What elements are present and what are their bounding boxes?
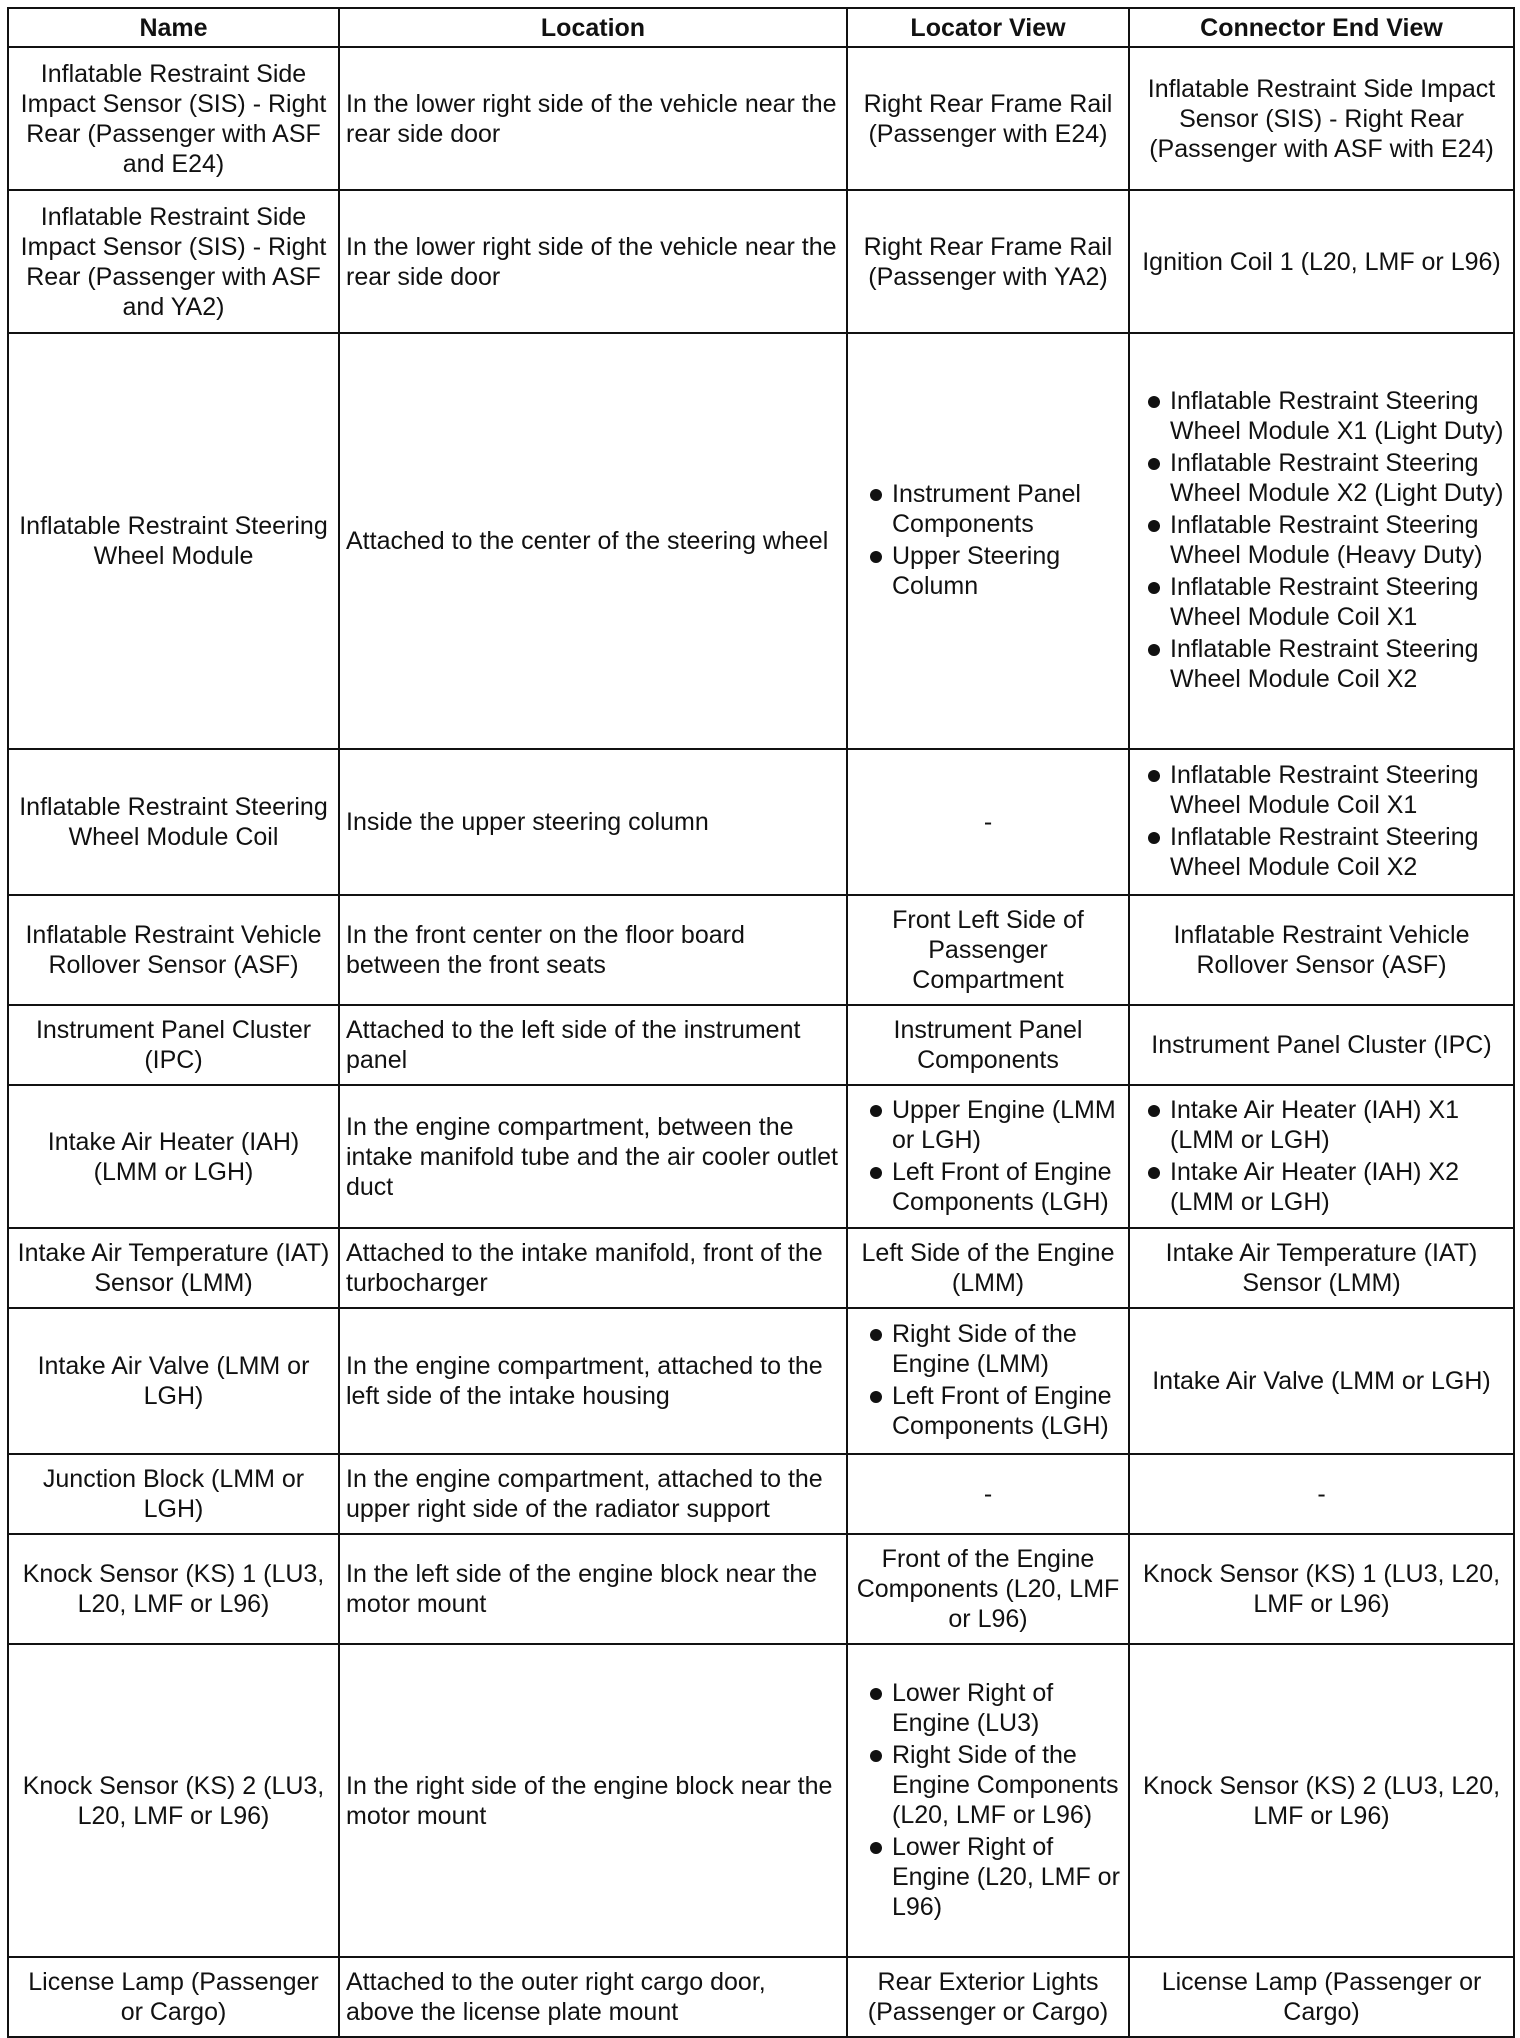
locator-view-text: Front of the Engine Components (L20, LMF or L96) (856, 1545, 1120, 1633)
cell-connector-end-view (1129, 1085, 1514, 1228)
cell-location: In the lower right side of the vehicle near the rear side door (339, 190, 847, 333)
bullet-item: Inflatable Restraint Steering Wheel Module Coil X1 (1136, 572, 1507, 632)
bullet-item: Right Side of the Engine Components (L20, LMF or L96) (854, 1740, 1122, 1830)
locator-view-text: Instrument Panel Components (893, 1016, 1083, 1074)
cell-connector-end-view (1129, 1957, 1514, 2037)
table-body (8, 47, 1514, 2037)
cell-location: In the right side of the engine block near the motor mount (339, 1644, 847, 1957)
cell-connector-end-view (1129, 1644, 1514, 1957)
bullet-list (854, 1678, 1122, 1922)
bullet-item: Left Front of Engine Components (LGH) (854, 1157, 1122, 1217)
bullet-item: Inflatable Restraint Steering Wheel Module Coil X2 (1136, 822, 1507, 882)
connector-view-text: Instrument Panel Cluster (IPC) (1151, 1031, 1492, 1059)
header-row (8, 8, 1514, 47)
bullet-item: Inflatable Restraint Steering Wheel Module Coil X1 (1136, 760, 1507, 820)
cell-location: Inside the upper steering column (339, 749, 847, 895)
bullet-list (1136, 1095, 1507, 1217)
locator-view-text: Right Rear Frame Rail (Passenger with YA2) (863, 232, 1113, 291)
header-location: Location (339, 8, 847, 47)
table-row (8, 1228, 1514, 1308)
connector-view-text: Intake Air Temperature (IAT) Sensor (LMM) (1165, 1239, 1478, 1297)
locator-view-text: Front Left Side of Passenger Compartment (892, 906, 1084, 994)
cell-locator-view (847, 1957, 1129, 2037)
table-row (8, 895, 1514, 1005)
bullet-list (854, 1095, 1122, 1217)
cell-location: In the engine compartment, attached to the upper right side of the radiator support (339, 1454, 847, 1534)
connector-view-text: Intake Air Valve (LMM or LGH) (1152, 1367, 1491, 1395)
cell-name: Inflatable Restraint Steering Wheel Module (8, 333, 339, 749)
cell-location: Attached to the intake manifold, front of the turbocharger (339, 1228, 847, 1308)
bullet-item: Upper Engine (LMM or LGH) (854, 1095, 1122, 1155)
cell-name: Inflatable Restraint Side Impact Sensor (SIS) - Right Rear (Passenger with ASF and YA2) (8, 190, 339, 333)
cell-locator-view (847, 1534, 1129, 1644)
table-row (8, 1308, 1514, 1454)
bullet-list (854, 1319, 1122, 1441)
bullet-list (854, 479, 1122, 601)
cell-connector-end-view (1129, 1454, 1514, 1534)
cell-location: In the left side of the engine block near the motor mount (339, 1534, 847, 1644)
cell-locator-view (847, 1644, 1129, 1957)
cell-locator-view (847, 47, 1129, 190)
bullet-item: Inflatable Restraint Steering Wheel Module X2 (Light Duty) (1136, 448, 1507, 508)
cell-connector-end-view (1129, 1534, 1514, 1644)
cell-location: In the engine compartment, attached to the left side of the intake housing (339, 1308, 847, 1454)
table-row (8, 333, 1514, 749)
cell-locator-view (847, 749, 1129, 895)
connector-view-text: Inflatable Restraint Vehicle Rollover Sensor (ASF) (1173, 921, 1470, 979)
cell-connector-end-view (1129, 1005, 1514, 1085)
cell-name: License Lamp (Passenger or Cargo) (8, 1957, 339, 2037)
cell-connector-end-view (1129, 190, 1514, 333)
cell-locator-view (847, 1308, 1129, 1454)
connector-view-text: License Lamp (Passenger or Cargo) (1161, 1968, 1482, 2026)
bullet-item: Inflatable Restraint Steering Wheel Module (Heavy Duty) (1136, 510, 1507, 570)
bullet-item: Right Side of the Engine (LMM) (854, 1319, 1122, 1379)
cell-name: Knock Sensor (KS) 2 (LU3, L20, LMF or L96) (8, 1644, 339, 1957)
table-row (8, 1644, 1514, 1957)
cell-locator-view (847, 1085, 1129, 1228)
component-locator-table (7, 7, 1515, 2038)
cell-name: Inflatable Restraint Side Impact Sensor (SIS) - Right Rear (Passenger with ASF and E24) (8, 47, 339, 190)
table-row (8, 1957, 1514, 2037)
bullet-list (1136, 386, 1507, 694)
cell-location: In the engine compartment, between the intake manifold tube and the air cooler outlet duct (339, 1085, 847, 1228)
bullet-item: Inflatable Restraint Steering Wheel Module X1 (Light Duty) (1136, 386, 1507, 446)
cell-name: Inflatable Restraint Steering Wheel Module Coil (8, 749, 339, 895)
locator-view-text: - (983, 808, 993, 836)
cell-locator-view (847, 1005, 1129, 1085)
bullet-item: Left Front of Engine Components (LGH) (854, 1381, 1122, 1441)
cell-connector-end-view (1129, 1308, 1514, 1454)
cell-name: Intake Air Valve (LMM or LGH) (8, 1308, 339, 1454)
cell-name: Intake Air Heater (IAH) (LMM or LGH) (8, 1085, 339, 1228)
locator-view-text: Rear Exterior Lights (Passenger or Cargo) (867, 1968, 1109, 2026)
cell-name: Intake Air Temperature (IAT) Sensor (LMM) (8, 1228, 339, 1308)
table-row (8, 1534, 1514, 1644)
connector-view-text: Knock Sensor (KS) 2 (LU3, L20, LMF or L96) (1142, 1771, 1501, 1830)
bullet-list (1136, 760, 1507, 882)
table-row (8, 47, 1514, 190)
locator-view-text: - (983, 1480, 993, 1508)
cell-name: Inflatable Restraint Vehicle Rollover Sensor (ASF) (8, 895, 339, 1005)
bullet-item: Inflatable Restraint Steering Wheel Module Coil X2 (1136, 634, 1507, 694)
cell-locator-view (847, 1454, 1129, 1534)
cell-location: Attached to the left side of the instrument panel (339, 1005, 847, 1085)
header-locator-view: Locator View (847, 8, 1129, 47)
cell-name: Instrument Panel Cluster (IPC) (8, 1005, 339, 1085)
table-row (8, 1005, 1514, 1085)
cell-connector-end-view (1129, 749, 1514, 895)
bullet-item: Lower Right of Engine (LU3) (854, 1678, 1122, 1738)
table-row (8, 749, 1514, 895)
cell-location: Attached to the center of the steering wheel (339, 333, 847, 749)
bullet-item: Upper Steering Column (854, 541, 1122, 601)
locator-view-text: Left Side of the Engine (LMM) (861, 1239, 1115, 1297)
cell-location: In the lower right side of the vehicle near the rear side door (339, 47, 847, 190)
cell-connector-end-view (1129, 333, 1514, 749)
bullet-item: Intake Air Heater (IAH) X2 (LMM or LGH) (1136, 1157, 1507, 1217)
connector-view-text: - (1317, 1480, 1326, 1508)
connector-view-text: Ignition Coil 1 (L20, LMF or L96) (1142, 247, 1501, 276)
cell-name: Junction Block (LMM or LGH) (8, 1454, 339, 1534)
header-name: Name (8, 8, 339, 47)
connector-view-text: Inflatable Restraint Side Impact Sensor (SIS) - Right Rear (Passenger with ASF with E24) (1147, 74, 1496, 163)
cell-locator-view (847, 895, 1129, 1005)
cell-connector-end-view (1129, 47, 1514, 190)
locator-view-text: Right Rear Frame Rail (Passenger with E24) (863, 89, 1113, 148)
bullet-item: Lower Right of Engine (L20, LMF or L96) (854, 1832, 1122, 1922)
cell-location: In the front center on the floor board between the front seats (339, 895, 847, 1005)
cell-connector-end-view (1129, 1228, 1514, 1308)
cell-locator-view (847, 1228, 1129, 1308)
bullet-item: Intake Air Heater (IAH) X1 (LMM or LGH) (1136, 1095, 1507, 1155)
cell-locator-view (847, 333, 1129, 749)
cell-name: Knock Sensor (KS) 1 (LU3, L20, LMF or L96) (8, 1534, 339, 1644)
table-row (8, 190, 1514, 333)
bullet-item: Instrument Panel Components (854, 479, 1122, 539)
table-row (8, 1085, 1514, 1228)
header-connector-end-view: Connector End View (1129, 8, 1514, 47)
table-row (8, 1454, 1514, 1534)
cell-locator-view (847, 190, 1129, 333)
component-locator-page (7, 7, 1515, 2038)
connector-view-text: Knock Sensor (KS) 1 (LU3, L20, LMF or L96) (1142, 1560, 1501, 1618)
cell-connector-end-view (1129, 895, 1514, 1005)
cell-location: Attached to the outer right cargo door, above the license plate mount (339, 1957, 847, 2037)
